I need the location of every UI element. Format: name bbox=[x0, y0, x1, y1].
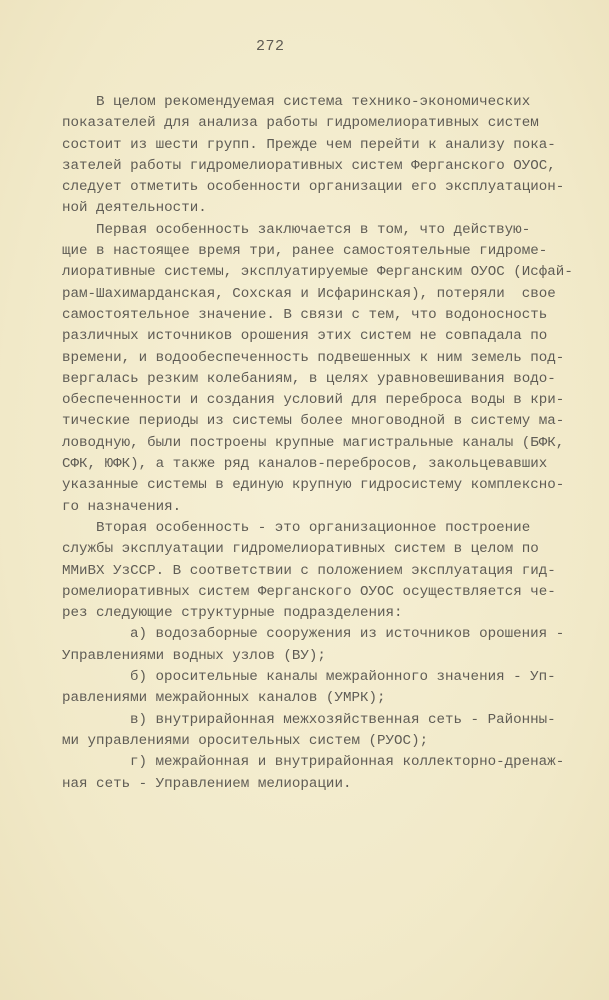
text-line: Первая особенность заключается в том, что действую- bbox=[96, 221, 531, 238]
page-number: 272 bbox=[256, 38, 285, 55]
text-line: службы эксплуатации гидромелиоративных систем в целом по bbox=[62, 541, 539, 558]
text-line: в) внутрирайонная межхозяйственная сеть - Районны- bbox=[130, 711, 556, 728]
text-line: щие в настоящее время три, ранее самостоятельные гидроме- bbox=[62, 243, 548, 260]
text-line: указанные системы в единую крупную гидросистему комплексно- bbox=[62, 477, 565, 494]
text-line: вергалась резким колебаниям, в целях уравновешивания водо- bbox=[62, 370, 556, 387]
text-line: а) водозаборные сооружения из источников орошения - bbox=[130, 626, 565, 643]
text-line: В целом рекомендуемая система технико-экономических bbox=[96, 94, 531, 110]
text-line: различных источников орошения этих систем не совпадала по bbox=[62, 328, 548, 345]
text-line: времени, и водообеспеченность подвешенных к ним земель под- bbox=[62, 349, 565, 366]
text-line: б) оросительные каналы межрайонного значения - Уп- bbox=[130, 669, 556, 686]
text-line: ММиВХ УзССР. В соответствии с положением эксплуатация гид- bbox=[62, 562, 556, 579]
text-line: зателей работы гидромелиоративных систем Ферганского ОУОС, bbox=[62, 157, 556, 174]
text-line: самостоятельное значение. В связи с тем, что водоносность bbox=[62, 306, 548, 323]
text-line: ная сеть - Управлением мелиорации. bbox=[62, 775, 352, 792]
text-line: рез следующие структурные подразделения: bbox=[62, 605, 403, 622]
text-line: ловодную, были построены крупные магистральные каналы (БФК, bbox=[62, 434, 565, 451]
text-line: Управлениями водных узлов (ВУ); bbox=[62, 647, 326, 664]
text-line: тические периоды из системы более многоводной в систему ма- bbox=[62, 413, 565, 430]
text-line: ной деятельности. bbox=[62, 200, 207, 217]
text-line: Вторая особенность - это организационное построение bbox=[96, 519, 531, 536]
text-line: СФК, ЮФК), а также ряд каналов-перебросов, закольцевавших bbox=[62, 456, 548, 473]
text-line: го назначения. bbox=[62, 498, 182, 515]
text-line: ромелиоративных систем Ферганского ОУОС осуществляется че- bbox=[62, 583, 556, 600]
document-body bbox=[62, 92, 572, 795]
text-line: равлениями межрайонных каналов (УМРК); bbox=[62, 690, 386, 707]
text-line: ми управлениями оросительных систем (РУОС); bbox=[62, 732, 429, 749]
text-line: рам-Шахимарданская, Сохская и Исфаринская), потеряли свое bbox=[62, 285, 556, 302]
text-line: следует отметить особенности организации его эксплуатацион- bbox=[62, 179, 565, 196]
text-line: состоит из шести групп. Прежде чем перейти к анализу пока- bbox=[62, 136, 556, 153]
text-line: г) межрайонная и внутрирайонная коллекторно-дренаж- bbox=[130, 754, 565, 771]
text-line: обеспеченности и создания условий для переброса воды в кри- bbox=[62, 392, 565, 409]
text-line: лиоративные системы, эксплуатируемые Ферганским ОУОС (Исфай- bbox=[62, 264, 573, 281]
text-line: показателей для анализа работы гидромелиоративных систем bbox=[62, 115, 539, 132]
